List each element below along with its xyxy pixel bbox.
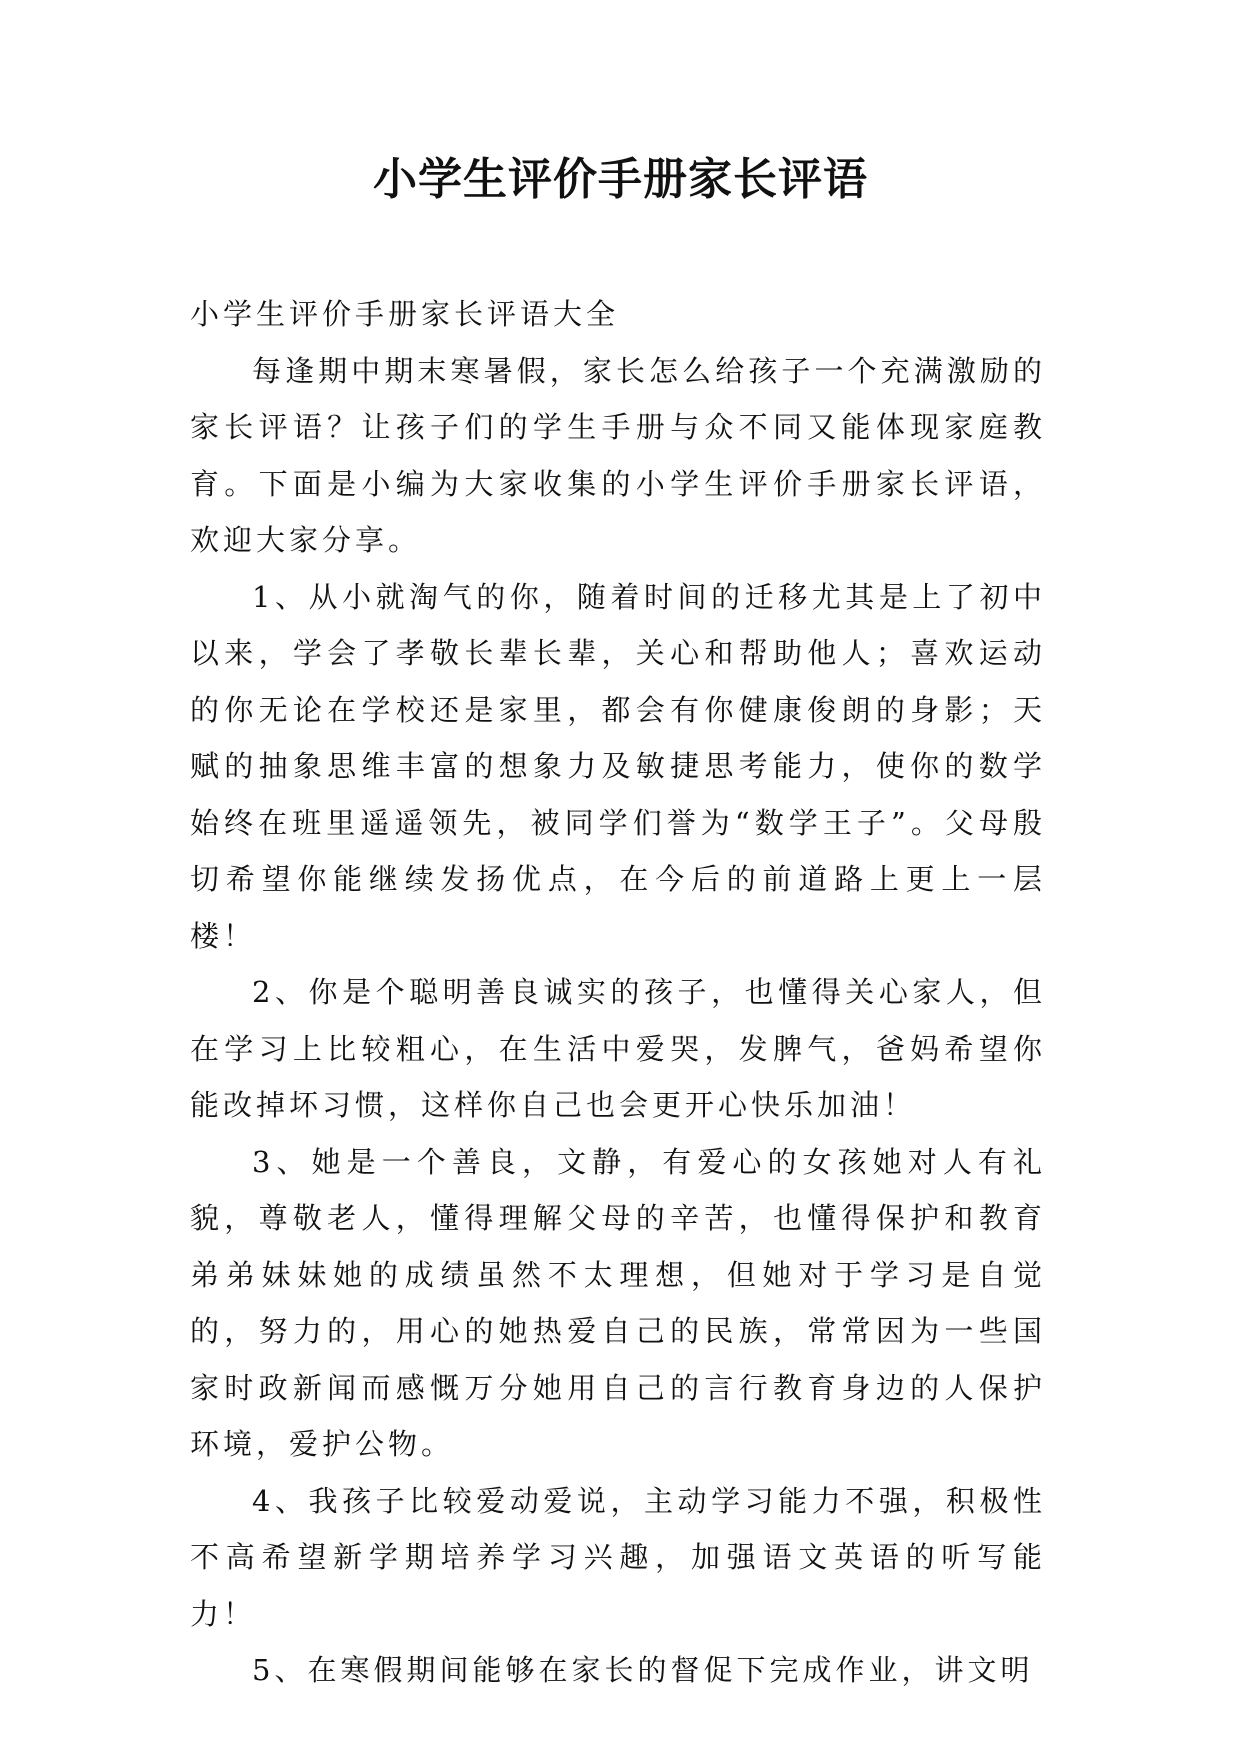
paragraph-intro: 每逢期中期末寒暑假，家长怎么给孩子一个充满激励的家长评语？让孩子们的学生手册与众不同又能体现家庭教育。下面是小编为大家收集的小学生评价手册家长评语，欢迎大家分享。 [190, 353, 1046, 557]
paragraph-comment-2: 2、你是个聪明善良诚实的孩子，也懂得关心家人，但在学习上比较粗心，在生活中爱哭，发脾气，爸妈希望你能改掉坏习惯，这样你自己也会更开心快乐加油！ [190, 975, 1046, 1122]
paragraph-comment-5: 5、在寒假期间能够在家长的督促下完成作业，讲文明 [252, 1653, 1034, 1687]
document-subtitle: 小学生评价手册家长评语大全 [190, 297, 620, 331]
paragraph-comment-1: 1、从小就淘气的你，随着时间的迁移尤其是上了初中以来，学会了孝敬长辈长辈，关心和帮助他人；喜欢运动的你无论在学校还是家里，都会有你健康俊朗的身影；天赋的抽象思维丰富的想象力及敏捷思考能力，使你的数学始终在班里遥遥领先，被同学们誉为“数学王子”。父母殷切希望你能继续发扬优点，在今后的前道路上更上一层楼！ [190, 579, 1046, 953]
document-title: 小学生评价手册家长评语 [373, 154, 868, 205]
paragraph-comment-3: 3、她是一个善良，文静，有爱心的女孩她对人有礼貌，尊敬老人，懂得理解父母的辛苦，也懂得保护和教育弟弟妹妹她的成绩虽然不太理想，但她对于学习是自觉的，努力的，用心的她热爱自己的民族，常常因为一些国家时政新闻而感慨万分她用自己的言行教育身边的人保护环境，爱护公物。 [190, 1144, 1046, 1461]
document-body [190, 286, 1046, 1699]
paragraph-comment-4: 4、我孩子比较爱动爱说，主动学习能力不强，积极性不高希望新学期培养学习兴趣，加强语文英语的听写能力！ [190, 1483, 1046, 1631]
